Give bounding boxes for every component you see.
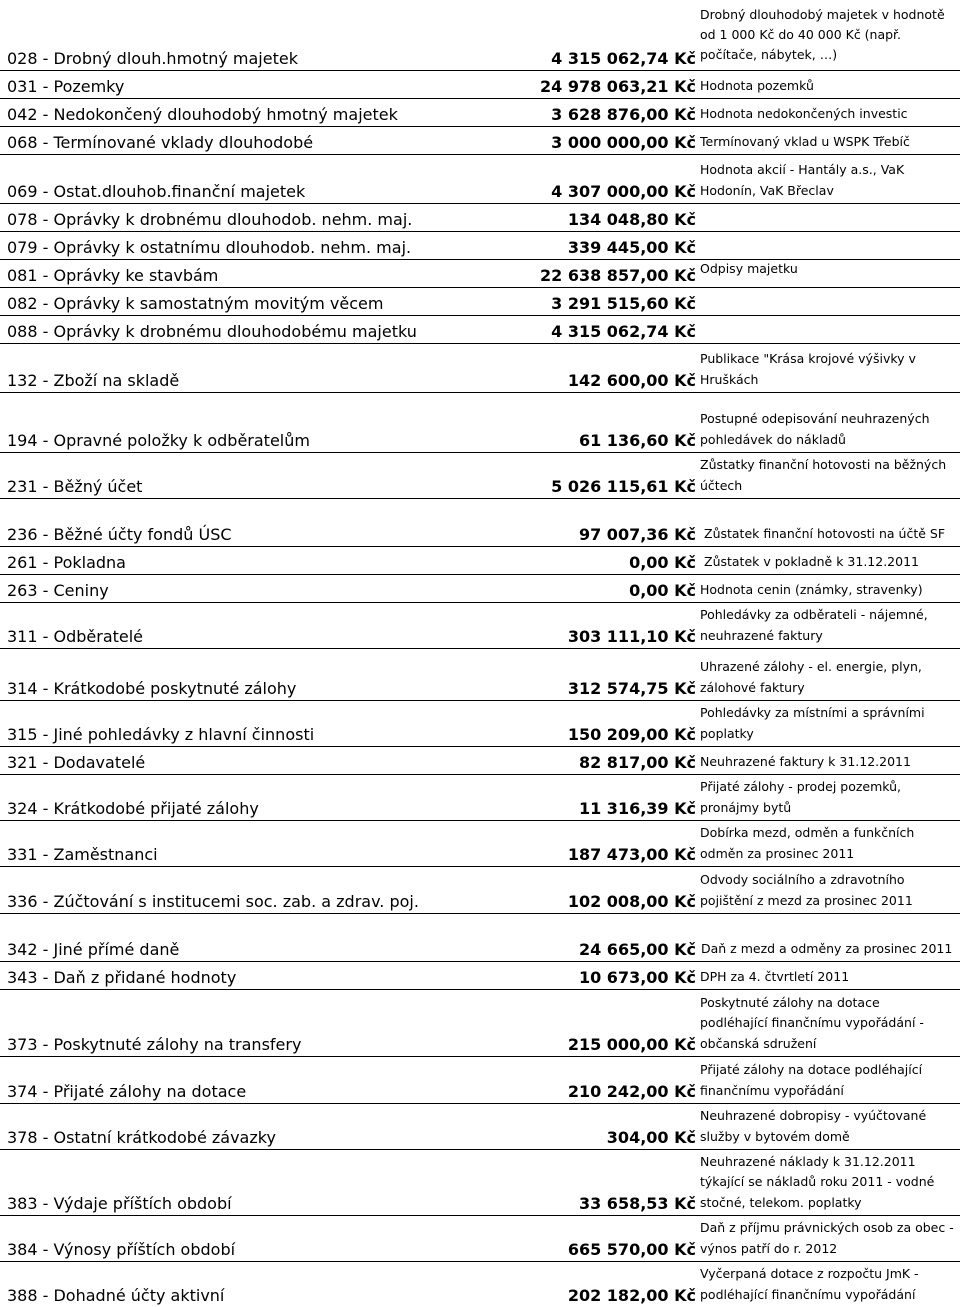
account-note: Vyčerpaná dotace z rozpočtu JmK - podléhající finančnímu vypořádání [700,1266,919,1302]
account-amount: 187 473,00 Kč [567,845,696,864]
account-note: Hodnota cenin (známky, stravenky) [700,581,923,597]
account-note: Hodnota akcií - Hantály a.s., VaK Hodonín, VaK Břeclav [700,162,905,198]
account-name: 069 - Ostat.dlouhob.finanční majetek [7,182,306,201]
table-row [0,260,960,288]
table-row [0,747,960,775]
account-amount: 304,00 Kč [606,1128,696,1147]
table-row [0,1104,960,1150]
account-note: Přijaté zálohy na dotace podléhající finančnímu vypořádání [700,1062,923,1098]
account-name: 194 - Opravné položky k odběratelům [7,431,310,450]
account-amount: 102 008,00 Kč [567,892,696,911]
account-note: Postupné odepisování neuhrazených pohledávek do nákladů [700,411,930,447]
account-name: 042 - Nedokončený dlouhodobý hmotný majetek [7,105,398,124]
table-row [0,288,960,316]
account-name: 082 - Oprávky k samostatným movitým věcem [7,294,384,313]
account-amount: 0,00 Kč [629,581,696,600]
table-row [0,344,960,393]
account-name: 132 - Zboží na skladě [7,371,180,390]
account-note: Zůstatek finanční hotovosti na účtě SF [704,525,946,541]
account-amount: 3 291 515,60 Kč [551,294,696,313]
table-row [0,1057,960,1104]
table-row [0,603,960,649]
account-amount: 4 315 062,74 Kč [551,49,696,68]
account-amount: 4 315 062,74 Kč [551,322,696,341]
account-name: 079 - Oprávky k ostatnímu dlouhodob. nehm. maj. [7,238,412,257]
account-note: Publikace "Krása krojové výšivky v Hruškách [700,351,916,387]
account-note: DPH za 4. čtvrtletí 2011 [700,968,850,984]
table-row [0,821,960,867]
account-name: 342 - Jiné přímé daně [7,940,180,959]
table-row [0,393,960,453]
account-name: 331 - Zaměstnanci [7,845,158,864]
account-amount: 97 007,36 Kč [578,525,696,544]
account-amount: 5 026 115,61 Kč [551,477,696,496]
account-note: Drobný dlouhodobý majetek v hodnotě od 1 000 Kč do 40 000 Kč (např. počítače, nábytek, …) [700,7,945,62]
account-amount: 150 209,00 Kč [567,725,696,744]
account-amount: 312 574,75 Kč [567,679,696,698]
account-note: Přijaté zálohy - prodej pozemků, pronájmy bytů [700,779,902,815]
account-amount: 134 048,80 Kč [567,210,696,229]
account-note: Termínovaný vklad u WSPK Třebíč [700,133,910,149]
account-amount: 82 817,00 Kč [578,753,696,772]
account-note: Daň z příjmu právnických osob za obec - výnos patří do r. 2012 [700,1220,954,1256]
account-note: Daň z mezd a odměny za prosinec 2011 [701,940,953,956]
account-note: Neuhrazené faktury k 31.12.2011 [700,753,911,769]
account-note: Zůstatky finanční hotovosti na běžných účtech [700,457,947,493]
table-row [0,499,960,547]
table-row [0,1262,960,1307]
table-row [0,649,960,701]
table-row [0,1216,960,1262]
account-note: Dobírka mezd, odměn a funkčních odměn za prosinec 2011 [700,825,915,861]
account-note: Hodnota nedokončených investic [700,105,908,121]
account-name: 321 - Dodavatelé [7,753,146,772]
table-row [0,867,960,914]
account-name: 384 - Výnosy příštích období [7,1240,236,1259]
account-name: 336 - Zúčtování s institucemi soc. zab. a zdrav. poj. [7,892,419,911]
account-amount: 339 445,00 Kč [567,238,696,257]
account-name: 028 - Drobný dlouh.hmotný majetek [7,49,298,68]
account-name: 315 - Jiné pohledávky z hlavní činnosti [7,725,315,744]
account-amount: 303 111,10 Kč [567,627,696,646]
table-row [0,71,960,99]
account-name: 383 - Výdaje příštích období [7,1194,232,1213]
table-row [0,232,960,260]
account-amount: 215 000,00 Kč [567,1035,696,1054]
account-note: Uhrazené zálohy - el. energie, plyn, zálohové faktury [700,659,922,695]
account-name: 261 - Pokladna [7,553,126,572]
account-amount: 210 242,00 Kč [567,1082,696,1101]
account-name: 311 - Odběratelé [7,627,144,646]
account-name: 343 - Daň z přidané hodnoty [7,968,237,987]
account-amount: 3 000 000,00 Kč [551,133,696,152]
table-row [0,316,960,344]
account-name: 263 - Ceniny [7,581,109,600]
table-row [0,575,960,603]
account-name: 081 - Oprávky ke stavbám [7,266,219,285]
account-note: Pohledávky za místními a správními poplatky [700,705,925,741]
table-row [0,99,960,127]
account-note: Odpisy majetku [700,260,798,276]
account-name: 236 - Běžné účty fondů ÚSC [7,525,232,544]
account-amount: 24 978 063,21 Kč [540,77,696,96]
table-row [0,701,960,747]
account-note: Poskytnuté zálohy na dotace podléhající finančnímu vypořádání - občanská sdružení [700,994,924,1051]
account-note: Pohledávky za odběrateli - nájemné, neuhrazené faktury [700,607,928,643]
account-name: 078 - Oprávky k drobnému dlouhodob. nehm. maj. [7,210,413,229]
account-note: Odvody sociálního a zdravotního pojištění z mezd za prosinec 2011 [700,872,913,908]
table-row [0,453,960,499]
table-row [0,775,960,821]
table-row [0,204,960,232]
account-name: 373 - Poskytnuté zálohy na transfery [7,1035,302,1054]
account-amount: 665 570,00 Kč [567,1240,696,1259]
table-row [0,0,960,71]
account-amount: 22 638 857,00 Kč [540,266,696,285]
account-amount: 4 307 000,00 Kč [551,182,696,201]
account-amount: 61 136,60 Kč [578,431,696,450]
table-row [0,1150,960,1216]
account-name: 231 - Běžný účet [7,477,143,496]
account-note: Zůstatek v pokladně k 31.12.2011 [704,553,919,569]
account-name: 378 - Ostatní krátkodobé závazky [7,1128,276,1147]
account-note: Neuhrazené dobropisy - vyúčtované služby v bytovém domě [700,1108,927,1144]
table-row [0,990,960,1057]
table-row [0,155,960,204]
account-name: 068 - Termínované vklady dlouhodobé [7,133,314,152]
account-amount: 142 600,00 Kč [567,371,696,390]
table-row [0,547,960,575]
account-name: 314 - Krátkodobé poskytnuté zálohy [7,679,297,698]
account-amount: 24 665,00 Kč [578,940,696,959]
account-name: 031 - Pozemky [7,77,125,96]
account-amount: 33 658,53 Kč [578,1194,696,1213]
account-name: 388 - Dohadné účty aktivní [7,1286,225,1305]
account-name: 374 - Přijaté zálohy na dotace [7,1082,247,1101]
account-amount: 0,00 Kč [629,553,696,572]
account-name: 324 - Krátkodobé přijaté zálohy [7,799,259,818]
account-name: 088 - Oprávky k drobnému dlouhodobému majetku [7,322,417,341]
account-amount: 3 628 876,00 Kč [551,105,696,124]
account-amount: 202 182,00 Kč [567,1286,696,1305]
account-note: Neuhrazené náklady k 31.12.2011 týkající se nákladů roku 2011 - vodné stočné, telekom. poplatky [700,1153,935,1210]
table-row [0,962,960,990]
table-row [0,914,960,962]
account-amount: 10 673,00 Kč [578,968,696,987]
table-row [0,127,960,155]
account-note: Hodnota pozemků [700,77,814,93]
account-amount: 11 316,39 Kč [578,799,696,818]
